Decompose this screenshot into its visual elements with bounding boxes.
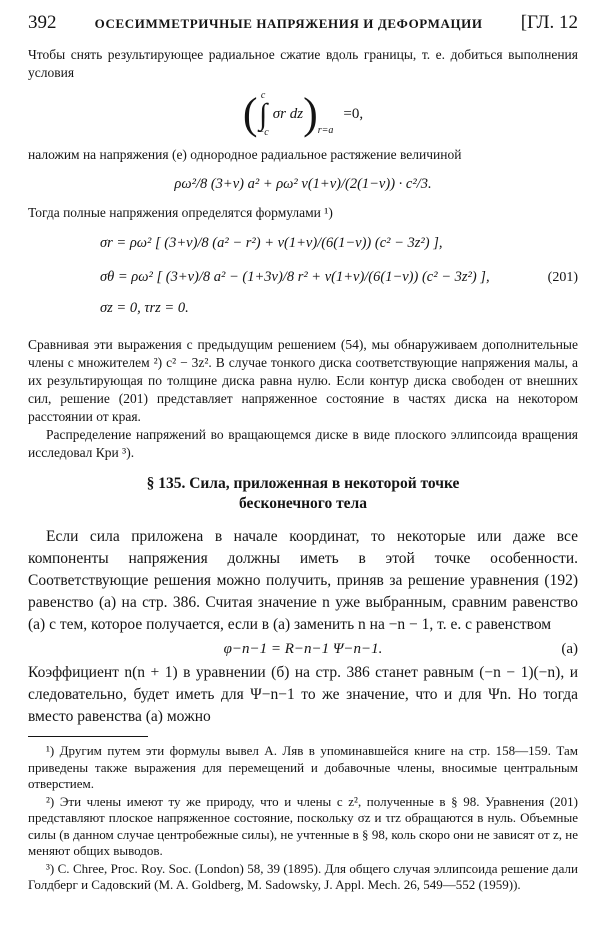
paragraph-chree: Распределение напряжений во вращающемся диске в виде плоского эллипсоида вращения исследовал Кри ³). [28, 427, 578, 460]
condition-subscript: r=a [317, 125, 334, 136]
footnote-3: ³) C. Chree, Proc. Roy. Soc. (London) 58, 39 (1895). Для общего случая эллипсоида решение дали Голдберг и Садовский (M. A. Goldberg, M. Sadowsky, J. Appl. Mech. 26, 549—552 (1959)). [28, 860, 578, 892]
sigma-r-equation: σr = ρω² [ (3+ν)/8 (a² − r²) + ν(1+ν)/(6(1−ν)) (c² − 3z²) ], [100, 234, 443, 251]
condition-equation: ( c ∫ −c σr dz ) r=a =0, [242, 89, 364, 138]
then-block [28, 204, 578, 222]
integral-sign: ∫ [259, 97, 268, 131]
equation-a-label: (а) [561, 640, 578, 657]
coef-block [28, 662, 578, 728]
equation-number-201: (201) [547, 270, 578, 285]
intro-block [28, 46, 578, 82]
sigma-z-equation: σz = 0, τrz = 0. [100, 299, 189, 316]
footnote-1: ¹) Другим путем эти формулы вывел А. Ляв в упоминавшейся книге на стр. 158—159. Там приведены также выражения для перемещений и добавочные члены, вносимые центральным отверстием. [28, 743, 578, 791]
running-header [28, 12, 578, 46]
apply-text: наложим на напряжения (е) однородное радиальное растяжение величиной [28, 147, 462, 162]
apply-block [28, 146, 578, 164]
page-number: 392 [28, 12, 57, 33]
equation-a-expression: φ−n−1 = R−n−1 Ψ−n−1. [223, 640, 383, 657]
compare-block [28, 336, 578, 462]
footnotes [28, 743, 578, 894]
tension-equation: ρω²/8 (3+ν) a² + ρω² ν(1+ν)/(2(1−ν)) · c²/3. [174, 175, 432, 192]
chapter-label: [ГЛ. 12 [520, 12, 578, 33]
condition-rhs: =0, [343, 105, 364, 122]
paragraph-coef: Коэффициент n(n + 1) в уравнении (б) на стр. 386 станет равным (−n − 1)(−n), и следовательно, будет иметь для Ψ−n−1 то же значение, что и для Ψn. Но тогда вместо равенства (а) можно [28, 664, 578, 725]
main-text-block [28, 526, 578, 636]
integrand: σr dz [272, 105, 304, 122]
paragraph-force: Если сила приложена в начале координат, то некоторые или даже все компоненты напряжения должны иметь в этой точке особенности. Соответствующие решения можно получить, приняв за решение уравнения (192) равенство (а) на стр. 386. Считая значение n уже выбранным, сравним равенство (а) с тем, которое получается, если в (а) заменить n на −n − 1, т. е. с равенством [28, 528, 578, 633]
paragraph-compare: Сравнивая эти выражения с предыдущим решением (54), мы обнаруживаем дополнительные члены с множителем ²) c² − 3z². В случае тонкого диска соответствующие напряжения малы, а их результирующая по толщине диска равна нулю. Если контур диска свободен от внешних сил, решение (201) представляет напряженное состояние в частях диска на некотором расстоянии от края. [28, 337, 578, 424]
footnote-separator [28, 736, 148, 737]
section-title-line1: § 135. Сила, приложенная в некоторой точке [146, 475, 460, 492]
book-page [28, 12, 578, 895]
integral-upper-limit: c [260, 89, 266, 101]
section-title-line2: бесконечного тела [238, 495, 368, 512]
equations-201 [100, 226, 578, 332]
running-title: ОСЕСИММЕТРИЧНЫЕ НАПРЯЖЕНИЯ И ДЕФОРМАЦИИ [94, 16, 483, 31]
then-text: Тогда полные напряжения определятся формулами ¹) [28, 205, 333, 220]
sigma-theta-equation: σθ = ρω² [ (3+ν)/8 a² − (1+3ν)/8 r² + ν(1+ν)/(6(1−ν)) (c² − 3z²) ], [100, 268, 490, 285]
equation-a [28, 636, 578, 662]
integral-lower-limit: −c [257, 126, 269, 138]
intro-text: Чтобы снять результирующее радиальное сжатие вдоль границы, т. е. добиться выполнения условия [28, 47, 578, 80]
footnote-2: ²) Эти члены имеют ту же природу, что и члены с z², полученные в § 98. Уравнения (201) представляют плоское напряженное состояние, поскольку σz и τrz обращаются в нуль. Объемные силы (в данном случае центробежные силы), не учтенные в § 98, коль скоро они не зависят от z, не меняют общих выводов. [28, 793, 578, 858]
section-heading [28, 474, 578, 514]
